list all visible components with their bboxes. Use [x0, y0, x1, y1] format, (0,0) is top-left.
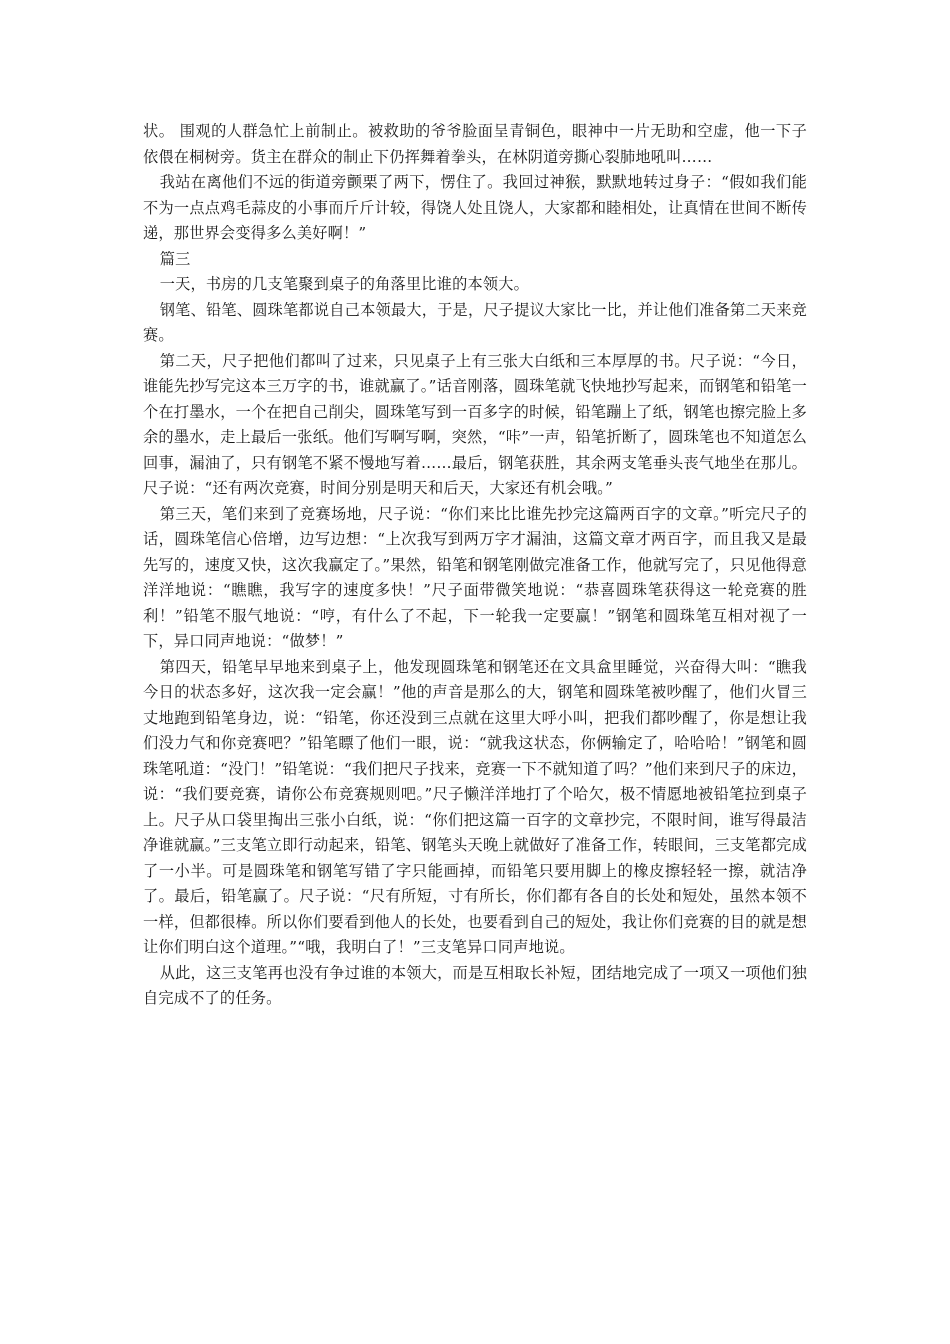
paragraph-conclusion: 从此，这三支笔再也没有争过谁的本领大，而是互相取长补短，团结地完成了一项又一项他们独自完成不了的任务。: [143, 963, 807, 1007]
paragraph-reflection: 我站在离他们不远的街道旁颤栗了两下，愣住了。我回过神猴，默默地转过身子：“假如我们能不为一点点鸡毛蒜皮的小事而斤斤计较，得饶人处且饶人，大家都和睦相处，让真情在世间不断传递，那世界会变得多么美好啊！”: [143, 173, 807, 242]
paragraph-intro: 一天，书房的几支笔聚到桌子的角落里比谁的本领大。: [159, 275, 530, 293]
paragraph-proposal: 钢笔、铅笔、圆珠笔都说自己本领最大，于是，尺子提议大家比一比，并让他们准备第二天来竞赛。: [143, 300, 807, 344]
paragraph-day-two: 第二天，尺子把他们都叫了过来，只见桌子上有三张大白纸和三本厚厚的书。尺子说：“今日，谁能先抄写完这本三万字的书，谁就赢了。”话音刚落，圆珠笔就飞快地抄写起来，而钢笔和铅笔一个在打墨水，一个在把自己削尖，圆珠笔写到一百多字的时候，铅笔蹦上了纸，钢笔也擦完脸上多余的墨水，走上最后一张纸。他们写啊写啊，突然，“咔”一声，铅笔折断了，圆珠笔也不知道怎么回事，漏油了，只有钢笔不紧不慢地写着……最后，钢笔获胜，其余两支笔垂头丧气地坐在那儿。尺子说：“还有两次竞赛，时间分别是明天和后天，大家还有机会哦。”: [143, 351, 807, 497]
document-body: [143, 119, 807, 1012]
section-heading-part-three: 篇三: [159, 249, 191, 268]
paragraph-day-four: 第四天，铅笔早早地来到桌子上，他发现圆珠笔和钢笔还在文具盒里睡觉，兴奋得大叫：“瞧我今日的状态多好，这次我一定会赢！”他的声音是那么的大，钢笔和圆珠笔被吵醒了，他们火冒三丈地跑到铅笔身边，说：“铅笔，你还没到三点就在这里大呼小叫，把我们都吵醒了，你是想让我们没力气和你竞赛吧？”铅笔瞟了他们一眼，说：“就我这状态，你俩输定了，哈哈哈！”钢笔和圆珠笔吼道：“没门！”铅笔说：“我们把尺子找来，竞赛一下不就知道了吗？”他们来到尺子的床边，说：“我们要竞赛，请你公布竞赛规则吧。”尺子懒洋洋地打了个哈欠，极不情愿地被铅笔拉到桌子上。尺子从口袋里掏出三张小白纸，说：“你们把这篇一百字的文章抄完，不限时间，谁写得最洁净谁就赢。”三支笔立即行动起来，铅笔、钢笔头天晚上就做好了准备工作，转眼间，三支笔都完成了一小半。可是圆珠笔和钢笔写错了字只能画掉，而铅笔只要用脚上的橡皮擦轻轻一擦，就洁净了。最后，铅笔赢了。尺子说：“尺有所短，寸有所长，你们都有各自的长处和短处，虽然本领不一样，但都很棒。所以你们要看到他人的长处，也要看到自己的短处，我让你们竞赛的目的就是想让你们明白这个道理。”“哦，我明白了！”三支笔异口同声地说。: [143, 657, 807, 956]
paragraph-day-three: 第三天，笔们来到了竞赛场地，尺子说：“你们来比比谁先抄完这篇两百字的文章。”听完尺子的话，圆珠笔信心倍增，边写边想：“上次我写到两万字才漏油，这篇文章才两百字，而且我又是最先写的，速度又快，这次我赢定了。”果然，铅笔和钢笔刚做完准备工作，他就写完了，只见他得意洋洋地说：“瞧瞧，我写字的速度多快！”尺子面带微笑地说：“恭喜圆珠笔获得这一轮竞赛的胜利！”铅笔不服气地说：“哼，有什么了不起，下一轮我一定要赢！”钢笔和圆珠笔互相对视了一下，异口同声地说：“做梦！”: [143, 504, 807, 650]
paragraph-story-ending: 状。 围观的人群急忙上前制止。被救助的爷爷脸面呈青铜色，眼神中一片无助和空虚，他一下子依偎在桐树旁。货主在群众的制止下仍挥舞着拳头，在林阴道旁撕心裂肺地吼叫……: [143, 122, 807, 166]
